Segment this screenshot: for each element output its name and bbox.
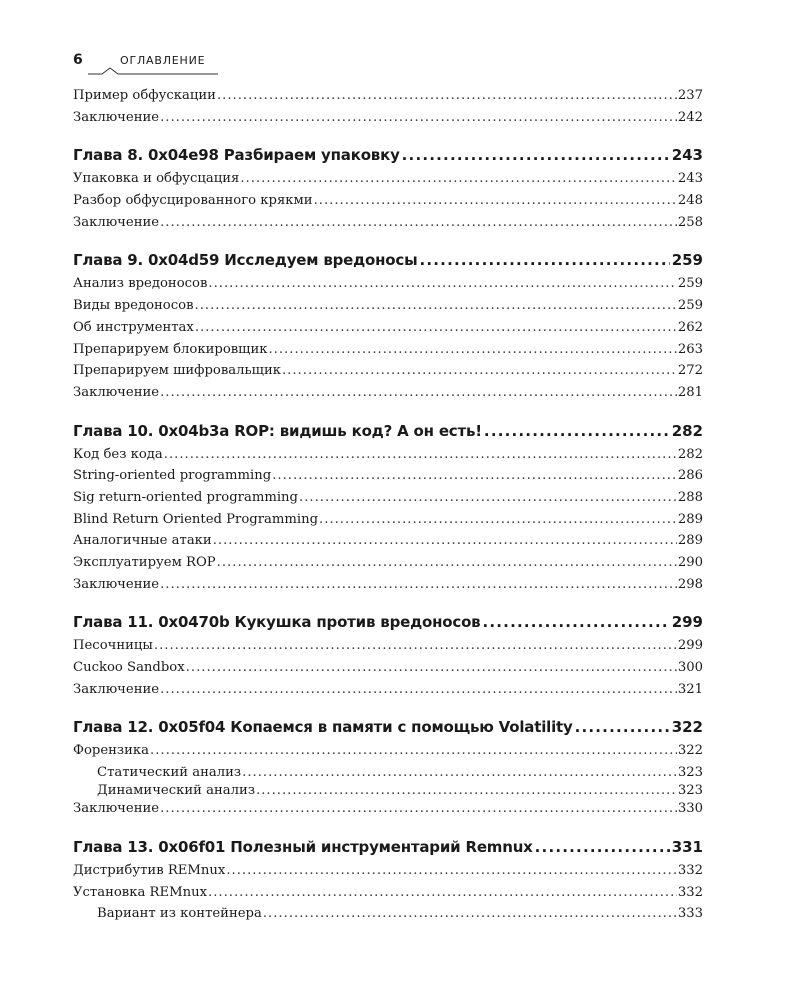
toc-entry <box>73 88 703 110</box>
leader-dots <box>217 555 677 570</box>
toc-entry <box>73 298 703 320</box>
toc-title: Пример обфускации <box>73 88 216 103</box>
toc-page: 322 <box>671 718 703 737</box>
toc-page: 322 <box>677 743 703 759</box>
toc-entry <box>73 193 703 215</box>
leader-dots <box>195 298 677 313</box>
toc-chapter <box>73 838 703 860</box>
toc-entry <box>73 276 703 298</box>
toc-page: 243 <box>677 171 703 187</box>
toc-title: Глава 11. 0x0470b Кукушка против вредоносов <box>73 613 481 632</box>
toc-entry <box>73 468 703 490</box>
leader-dots <box>226 863 677 878</box>
toc-page: 332 <box>677 862 703 878</box>
leader-dots <box>319 512 677 527</box>
leader-dots <box>314 193 677 208</box>
toc-page: 333 <box>677 906 703 922</box>
leader-dots <box>535 838 670 856</box>
toc-title: Заключение <box>73 801 160 817</box>
toc-page: 286 <box>677 468 703 484</box>
toc-entry <box>73 801 703 823</box>
leader-dots <box>256 783 677 798</box>
leader-dots <box>575 718 670 736</box>
toc-title: Глава 10. 0x04b3a ROP: видишь код? А он есть! <box>73 421 482 440</box>
toc-title: Виды вредоносов <box>73 298 194 314</box>
toc-entry <box>73 682 703 704</box>
page-number: 6 <box>73 52 83 68</box>
toc-title: Sig return-oriented programming <box>73 489 298 505</box>
leader-dots <box>268 342 676 357</box>
toc-chapter <box>73 422 703 444</box>
toc-subentry <box>73 906 703 924</box>
toc-subentry <box>73 783 703 801</box>
toc-title: Глава 13. 0x06f01 Полезный инструментарий Remnux <box>73 837 533 856</box>
toc-chapter <box>73 718 703 740</box>
toc-page: 299 <box>671 613 703 632</box>
toc-page: 282 <box>671 421 703 440</box>
toc-title: Упаковка и обфусцация <box>73 171 240 187</box>
leader-dots <box>160 682 677 697</box>
toc-entry <box>73 577 703 599</box>
leader-dots <box>299 490 677 505</box>
toc-title: Заключение <box>73 109 160 125</box>
toc-chapter <box>73 146 703 168</box>
leader-dots <box>272 468 677 483</box>
toc-title: String-oriented programming <box>73 468 272 484</box>
leader-dots <box>160 801 677 816</box>
leader-dots <box>208 885 677 900</box>
toc-page: 299 <box>677 638 703 654</box>
leader-dots <box>419 251 669 269</box>
leader-dots <box>282 363 677 378</box>
leader-dots <box>240 171 676 186</box>
leader-dots <box>263 906 677 921</box>
toc-entry <box>73 110 703 132</box>
toc-page: 237 <box>677 88 703 103</box>
toc-page: 331 <box>671 837 703 856</box>
toc-title: Форензика <box>73 743 150 759</box>
toc-page: 242 <box>677 109 703 125</box>
toc-page: 248 <box>677 193 703 209</box>
toc-entry <box>73 885 703 907</box>
toc-page: 321 <box>677 681 703 697</box>
leader-dots <box>213 533 677 548</box>
leader-dots <box>160 577 677 592</box>
leader-dots <box>217 88 677 103</box>
toc-page: 289 <box>677 533 703 549</box>
toc-page: 243 <box>671 146 703 165</box>
leader-dots <box>160 385 677 400</box>
toc-page: 259 <box>677 298 703 314</box>
toc-chapter <box>73 613 703 635</box>
leader-dots <box>160 215 677 230</box>
leader-dots <box>186 660 677 675</box>
running-title: ОГЛАВЛЕНИЕ <box>120 54 206 67</box>
toc-title: Эксплуатируем ROP <box>73 555 216 570</box>
toc-title: Код без кода <box>73 446 163 462</box>
toc-page: 290 <box>677 555 703 570</box>
toc-page: 298 <box>677 576 703 592</box>
toc-entry <box>73 863 703 885</box>
toc-entry <box>73 320 703 342</box>
leader-dots <box>242 765 677 780</box>
toc-page: 263 <box>677 341 703 357</box>
toc-page: 323 <box>677 783 703 799</box>
toc-title: Дистрибутив REMnux <box>73 862 226 878</box>
toc-chapter <box>73 251 703 273</box>
table-of-contents <box>73 88 703 924</box>
toc-page: 259 <box>677 276 703 292</box>
toc-page: 282 <box>677 446 703 462</box>
toc-page: 281 <box>677 384 703 400</box>
toc-entry <box>73 385 703 407</box>
toc-entry <box>73 363 703 385</box>
leader-dots <box>164 447 677 462</box>
toc-title: Динамический анализ <box>97 783 256 799</box>
toc-page: 259 <box>671 251 703 270</box>
toc-entry <box>73 512 703 534</box>
toc-title: Глава 9. 0x04d59 Исследуем вредоносы <box>73 251 418 270</box>
toc-page: 272 <box>677 363 703 379</box>
toc-entry <box>73 342 703 364</box>
leader-dots <box>482 613 669 631</box>
toc-page: 300 <box>677 660 703 676</box>
toc-subentry <box>73 765 703 783</box>
toc-title: Заключение <box>73 384 160 400</box>
toc-title: Разбор обфусцированного крякми <box>73 193 313 209</box>
toc-entry <box>73 743 703 765</box>
leader-dots <box>402 146 670 164</box>
toc-title: Статический анализ <box>97 765 242 781</box>
toc-entry <box>73 555 703 577</box>
leader-dots <box>160 110 677 125</box>
leader-dots <box>195 320 677 335</box>
toc-entry <box>73 660 703 682</box>
toc-page: 288 <box>677 489 703 505</box>
toc-entry <box>73 171 703 193</box>
toc-title: Песочницы <box>73 638 153 654</box>
toc-title: Анализ вредоносов <box>73 276 208 292</box>
toc-entry <box>73 490 703 512</box>
leader-dots <box>150 743 677 758</box>
toc-title: Заключение <box>73 681 160 697</box>
toc-page: 289 <box>677 511 703 527</box>
toc-page: 323 <box>677 765 703 781</box>
toc-title: Заключение <box>73 576 160 592</box>
toc-title: Об инструментах <box>73 319 194 335</box>
toc-page: 262 <box>677 319 703 335</box>
toc-title: Заключение <box>73 214 160 230</box>
toc-title: Blind Return Oriented Programming <box>73 511 319 527</box>
leader-dots <box>484 422 670 440</box>
toc-entry <box>73 447 703 469</box>
toc-page: 258 <box>677 214 703 230</box>
toc-page: 330 <box>677 801 703 817</box>
toc-title: Препарируем блокировщик <box>73 341 268 357</box>
leader-dots <box>154 638 677 653</box>
toc-title: Установка REMnux <box>73 884 208 900</box>
toc-entry <box>73 215 703 237</box>
toc-title: Аналогичные атаки <box>73 533 212 549</box>
toc-entry <box>73 533 703 555</box>
toc-entry <box>73 638 703 660</box>
toc-title: Препарируем шифровальщик <box>73 363 281 379</box>
header-rule <box>88 66 218 76</box>
toc-page: 332 <box>677 884 703 900</box>
toc-title: Cuckoo Sandbox <box>73 660 185 676</box>
toc-title: Вариант из контейнера <box>97 906 262 922</box>
toc-title: Глава 12. 0x05f04 Копаемся в памяти с помощью Volatility <box>73 718 573 737</box>
toc-title: Глава 8. 0x04e98 Разбираем упаковку <box>73 146 400 165</box>
leader-dots <box>208 276 676 291</box>
